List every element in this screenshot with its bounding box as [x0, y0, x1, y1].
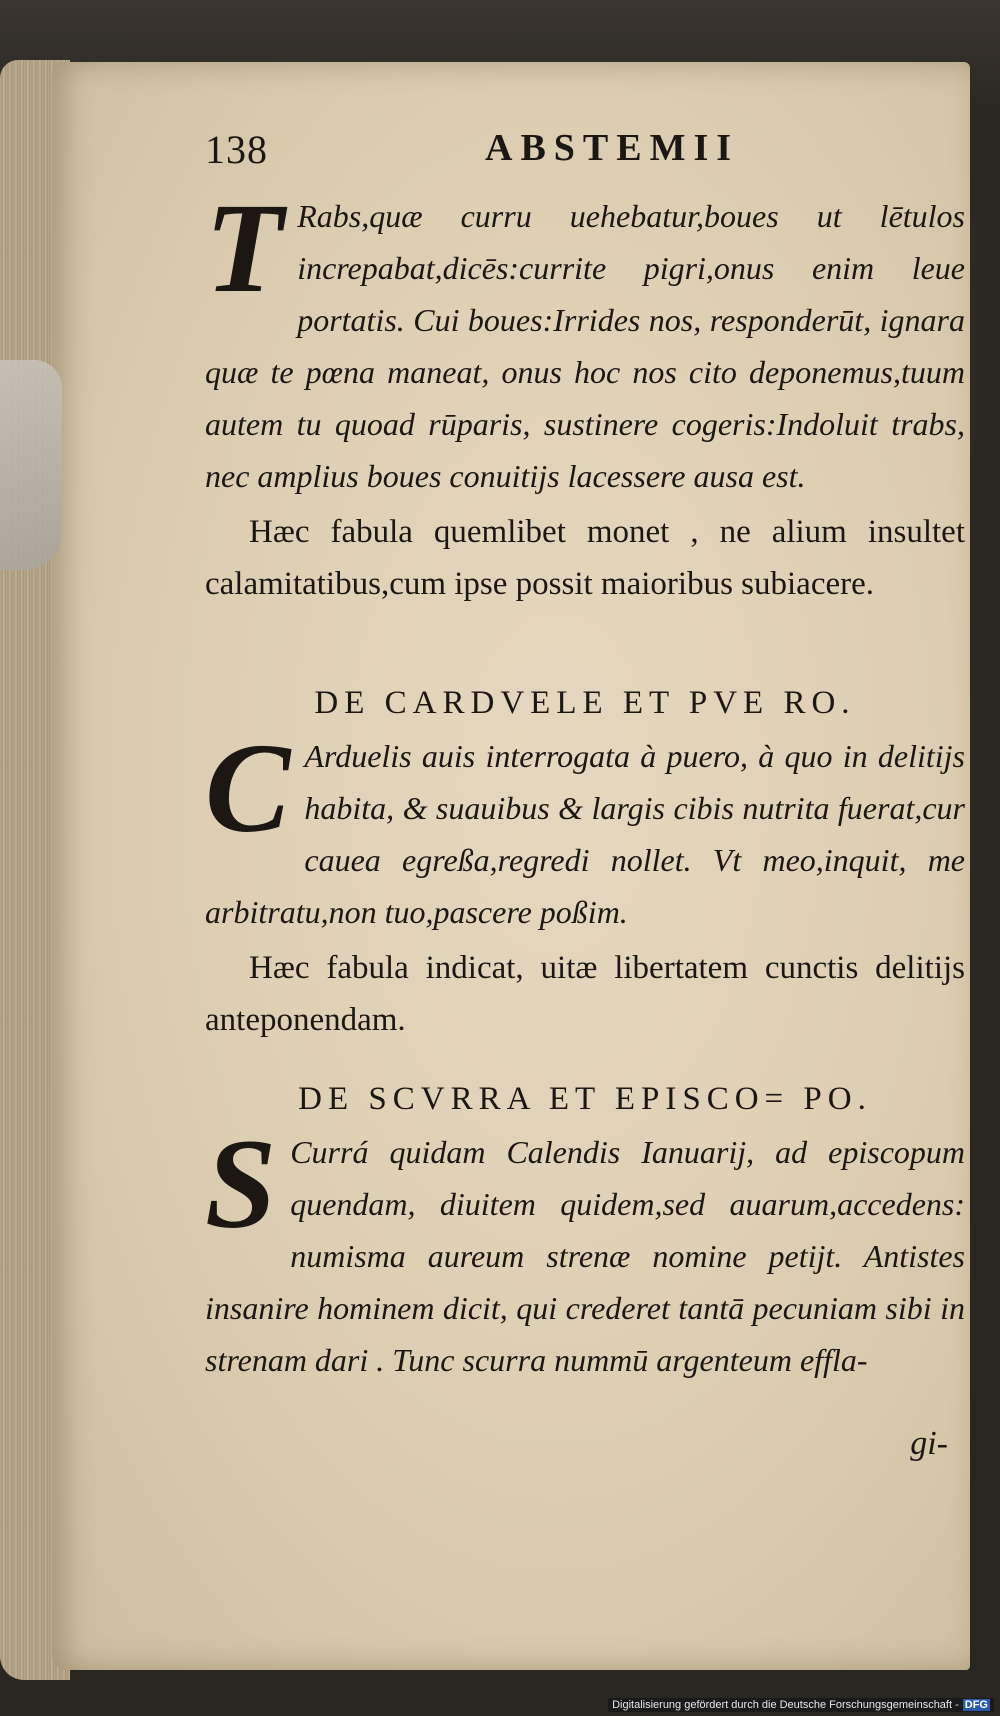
catchword: gi-	[910, 1425, 948, 1462]
fable-trabs	[205, 177, 965, 610]
drop-cap: T	[205, 177, 284, 319]
fable-title: DE SCVRRA ET EPISCO= PO.	[298, 1081, 872, 1117]
fable-body	[205, 1113, 965, 1386]
fable-moral: Hæc fabula quemlibet monet , ne alium insultet calamitatibus,cum ipse possit maioribus subiacere.	[205, 514, 965, 602]
digitization-credit	[608, 1698, 994, 1712]
page-tab-marker	[0, 360, 62, 570]
fable-title: DE CARDVELE ET PVE RO.	[314, 685, 856, 721]
fable-carduelis	[205, 676, 965, 1046]
dfg-logo: DFG	[964, 1699, 988, 1711]
page-header	[205, 126, 965, 186]
fable-body	[205, 717, 965, 938]
page-number: 138	[205, 127, 268, 172]
credit-text: Digitalisierung gefördert durch die Deutsche Forschungsgemeinschaft -	[612, 1699, 959, 1711]
fable-text: Rabs,quæ curru uehebatur,boues ut lētulos increpabat,dicēs:currite pigri,onus enim leue portatis. Cui boues:Irrides nos, responderūt, ignara quæ te pœna maneat, onus hoc nos cito deponemus,tuum autem tu quoad rūparis, sustinere cogeris:Indoluit trabs, nec amplius boues conuitijs lacessere ausa est.	[205, 198, 965, 494]
drop-cap: S	[205, 1113, 277, 1255]
running-title: ABSTEMII	[485, 127, 740, 169]
fable-text: Arduelis auis interrogata à puero, à quo in delitijs habita, & suauibus & largis cibis nutrita fuerat,cur cauea egreßa,regredi nollet. Vt meo,inquit, me arbitratu,non tuo,pascere poßim.	[205, 738, 965, 930]
drop-cap: C	[205, 717, 291, 859]
fable-moral: Hæc fabula indicat, uitæ libertatem cunctis delitijs anteponendam.	[205, 950, 965, 1038]
fable-scurra	[205, 1072, 965, 1386]
fable-body	[205, 177, 965, 502]
fable-text: Currá quidam Calendis Ianuarij, ad episcopum quendam, diuitem quidem,sed auarum,accedens: numisma aureum strenæ nomine petijt. Antistes insanire hominem dicit, qui crederet tantā pecuniam sibi in strenam dari . Tunc scurra nummū argenteum effla-	[205, 1134, 965, 1378]
